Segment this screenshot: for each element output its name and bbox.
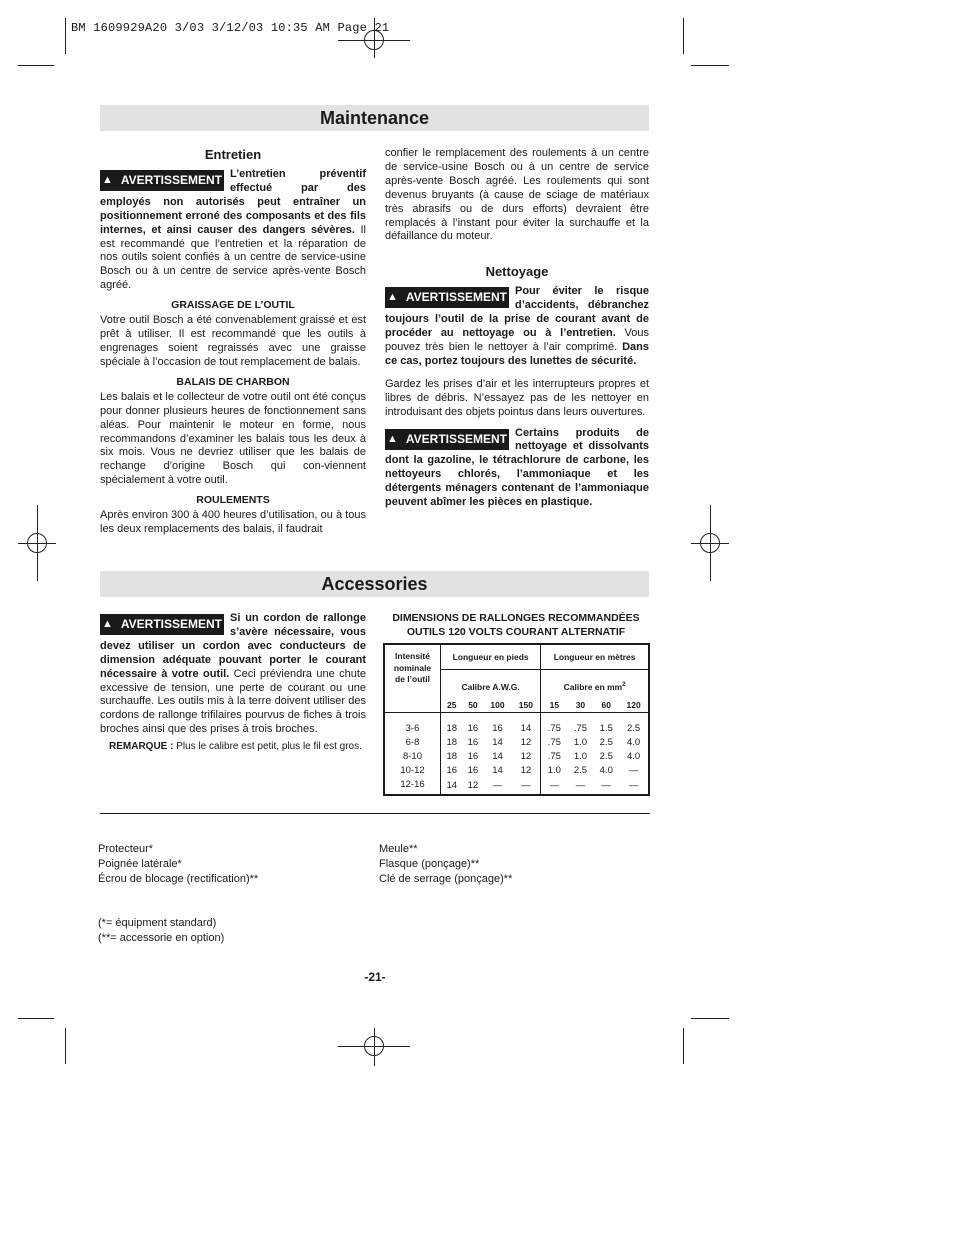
page-number: -21- xyxy=(364,970,386,984)
length-header: 50 xyxy=(468,700,478,710)
warning-triangle-icon: ▲ xyxy=(101,174,113,186)
crop-mark xyxy=(691,65,729,66)
warning-badge: ▲ AVERTISSEMENT xyxy=(385,429,509,450)
length-header: 30 xyxy=(575,700,586,710)
list-item: Poignée latérale* xyxy=(98,857,182,870)
warning-triangle-icon: ▲ xyxy=(386,291,398,304)
length-header: 15 xyxy=(541,698,568,713)
entretien-warning: ▲ AVERTISSEMENT L’entretien préventif effectué par des employés non autorisés peut entraîner un positionnement erroné des composants et des fils internes, et ainsi causer des dangers sévères. Il est recommandé que l’entretien et la réparation de nos outils soient confiés à un centre de service-usine Bosch ou à un centre de service après-vente Bosch agréé. xyxy=(100,168,366,292)
registration-mark xyxy=(27,533,47,553)
balais-text: Les balais et le collecteur de votre outil ont été conçus pour donner plusieurs heures de fonctionnement sans aléas. Pour maintenir le moteur en forme, nous recommandons d’examiner les balais tous les deux à six mois. Vous ne devriez utiliser que les balais de rechange d’origine Bosch qui con-viennent spécialement à votre outil. xyxy=(100,390,366,487)
maintenance-heading: Maintenance xyxy=(100,105,649,131)
accessory-list-left xyxy=(98,842,258,886)
nettoyage-heading: Nettoyage xyxy=(485,264,549,280)
meter-group-header: Longueur en mètres xyxy=(541,644,649,670)
length-header: 25 xyxy=(441,698,463,713)
warning-badge: ▲ AVERTISSEMENT xyxy=(100,614,224,635)
registration-mark xyxy=(364,30,384,50)
legend-item: (*= équipment standard) xyxy=(98,917,217,929)
extension-cord-warning xyxy=(100,612,366,754)
mm2-header: Calibre en $mm^2$ xyxy=(541,670,649,699)
nettoyage-warning-1: ▲ AVERTISSEMENT Pour éviter le risque d’accidents, débranchez toujours l’outil de la prise de courant avant de procéder au nettoyage ou à l’entretien. Vous pouvez très bien le nettoyer à l’air comprimé. Dans ce cas, portez toujours des lunettes de sécurité. xyxy=(385,285,649,367)
nettoyage-warning-2: ▲ AVERTISSEMENT Certains produits de nettoyage et dissolvants dont la gazoline, le tétrachlorure de carbone, les nettoyeurs chlorés, l’ammoniaque et les détergents ménagers contenant de l’ammoniaque peuvent abîmer les pièces en plastique. xyxy=(385,426,649,509)
warning-triangle-icon: ▲ xyxy=(386,432,398,445)
crop-mark xyxy=(18,65,54,66)
legend-item: (**= accessorie en option) xyxy=(98,931,225,944)
table-row: 10-12 16 16 14 12 1.0 2.5 4.0 — xyxy=(400,764,639,776)
length-header: 150 xyxy=(518,700,533,710)
crop-mark xyxy=(683,1028,684,1064)
roulements-heading: ROULEMENTS xyxy=(196,494,270,507)
balais-heading: BALAIS DE CHARBON xyxy=(176,375,290,388)
list-item: Meule** xyxy=(379,843,418,855)
nettoyage-paragraph: Gardez les prises d’air et les interrupteurs propres et libres de débris. N’essayez pas de les nettoyer en introduisant des objets pointus dans leurs ouvertures. xyxy=(385,377,649,418)
warning-triangle-icon: ▲ xyxy=(101,618,113,630)
roulements-text: Après environ 300 à 400 heures d’utilisation, ou à tous les deux remplacements des balais, il faudrait xyxy=(100,509,366,536)
crop-mark xyxy=(65,18,66,54)
roulements-continued: confier le remplacement des roulements à un centre de service-usine Bosch ou à un centre de service après-vente Bosch agréé. Les roulements qui sont devenus bruyants (à cause de sciage de matériaux très abrasifs ou de durs efforts) devraient être remplacés à l’instant pour éviter la surchauffe et la défaillance du moteur. xyxy=(385,147,649,243)
warning-badge: ▲ AVERTISSEMENT xyxy=(385,287,509,308)
printer-slug: BM 1609929A20 3/03 3/12/03 10:35 AM Page 21 xyxy=(71,21,390,35)
cord-table-title: DIMENSIONS DE RALLONGES RECOMMANDÉES OUTILS 120 VOLTS COURANT ALTERNATIF xyxy=(392,612,640,638)
rating-header: Intensité nominale de l’outil xyxy=(393,651,432,684)
table-row: 6-8 18 16 14 12 .75 1.0 2.5 4.0 xyxy=(405,736,641,748)
table-row: 8-10 18 16 14 12 .75 1.0 2.5 4.0 xyxy=(402,750,641,762)
table-row: 3-6 18 16 16 14 .75 .75 1.5 2.5 xyxy=(405,722,641,734)
maintenance-left-column xyxy=(100,147,366,537)
table-row: 12-16 14 12 — — — — — — xyxy=(384,777,649,795)
registration-mark xyxy=(364,1036,384,1056)
list-item: Écrou de blocage (rectification)** xyxy=(98,872,259,885)
crop-mark xyxy=(18,1018,54,1019)
feet-group-header: Longueur en pieds xyxy=(441,644,541,670)
crop-mark xyxy=(65,1028,66,1064)
entretien-heading: Entretien xyxy=(204,147,262,162)
crop-mark xyxy=(691,1018,729,1019)
graissage-text: Votre outil Bosch a été convenablement graissé et est prêt à utiliser. Il est recommandé que les outils à engrenages soient regraissés avec une graisse spéciale à l’occasion de tout remplacement de balais. xyxy=(100,314,366,368)
list-item: Clé de serrage (ponçage)** xyxy=(379,872,513,885)
accessory-legend xyxy=(98,916,224,946)
warning-badge: ▲ AVERTISSEMENT xyxy=(100,170,224,191)
maintenance-right-column xyxy=(385,147,649,510)
extension-cord-table xyxy=(383,643,650,796)
list-item: Protecteur* xyxy=(98,843,154,855)
accessories-heading: Accessories xyxy=(100,571,649,597)
length-header: 60 xyxy=(601,700,612,710)
registration-mark xyxy=(700,533,720,553)
length-header: 100 xyxy=(490,700,505,710)
awg-header: Calibre A.W.G. xyxy=(441,670,541,699)
accessory-list-right xyxy=(379,842,512,886)
remarque: REMARQUE : Plus le calibre est petit, plus le fil est gros. xyxy=(109,741,362,753)
divider xyxy=(100,813,650,814)
extension-cord-warning-text: ▲ AVERTISSEMENT Si un cordon de rallonge s’avère nécessaire, vous devez utiliser un cordon avec conducteurs de dimension adéquate pouvant porter le courant nécessaire à votre outil. Ceci préviendra une chute excessive de tension, une perte de courant ou une surchauffe. Les outils mis à la terre doivent utiliser des cordons de rallonge trifilaires pourvus de fiches à trois broches ainsi que des prises à trois broches. xyxy=(100,612,366,736)
graissage-heading: GRAISSAGE DE L’OUTIL xyxy=(171,299,295,312)
crop-mark xyxy=(683,18,684,54)
list-item: Flasque (ponçage)** xyxy=(379,857,480,870)
length-header: 120 xyxy=(626,700,641,710)
